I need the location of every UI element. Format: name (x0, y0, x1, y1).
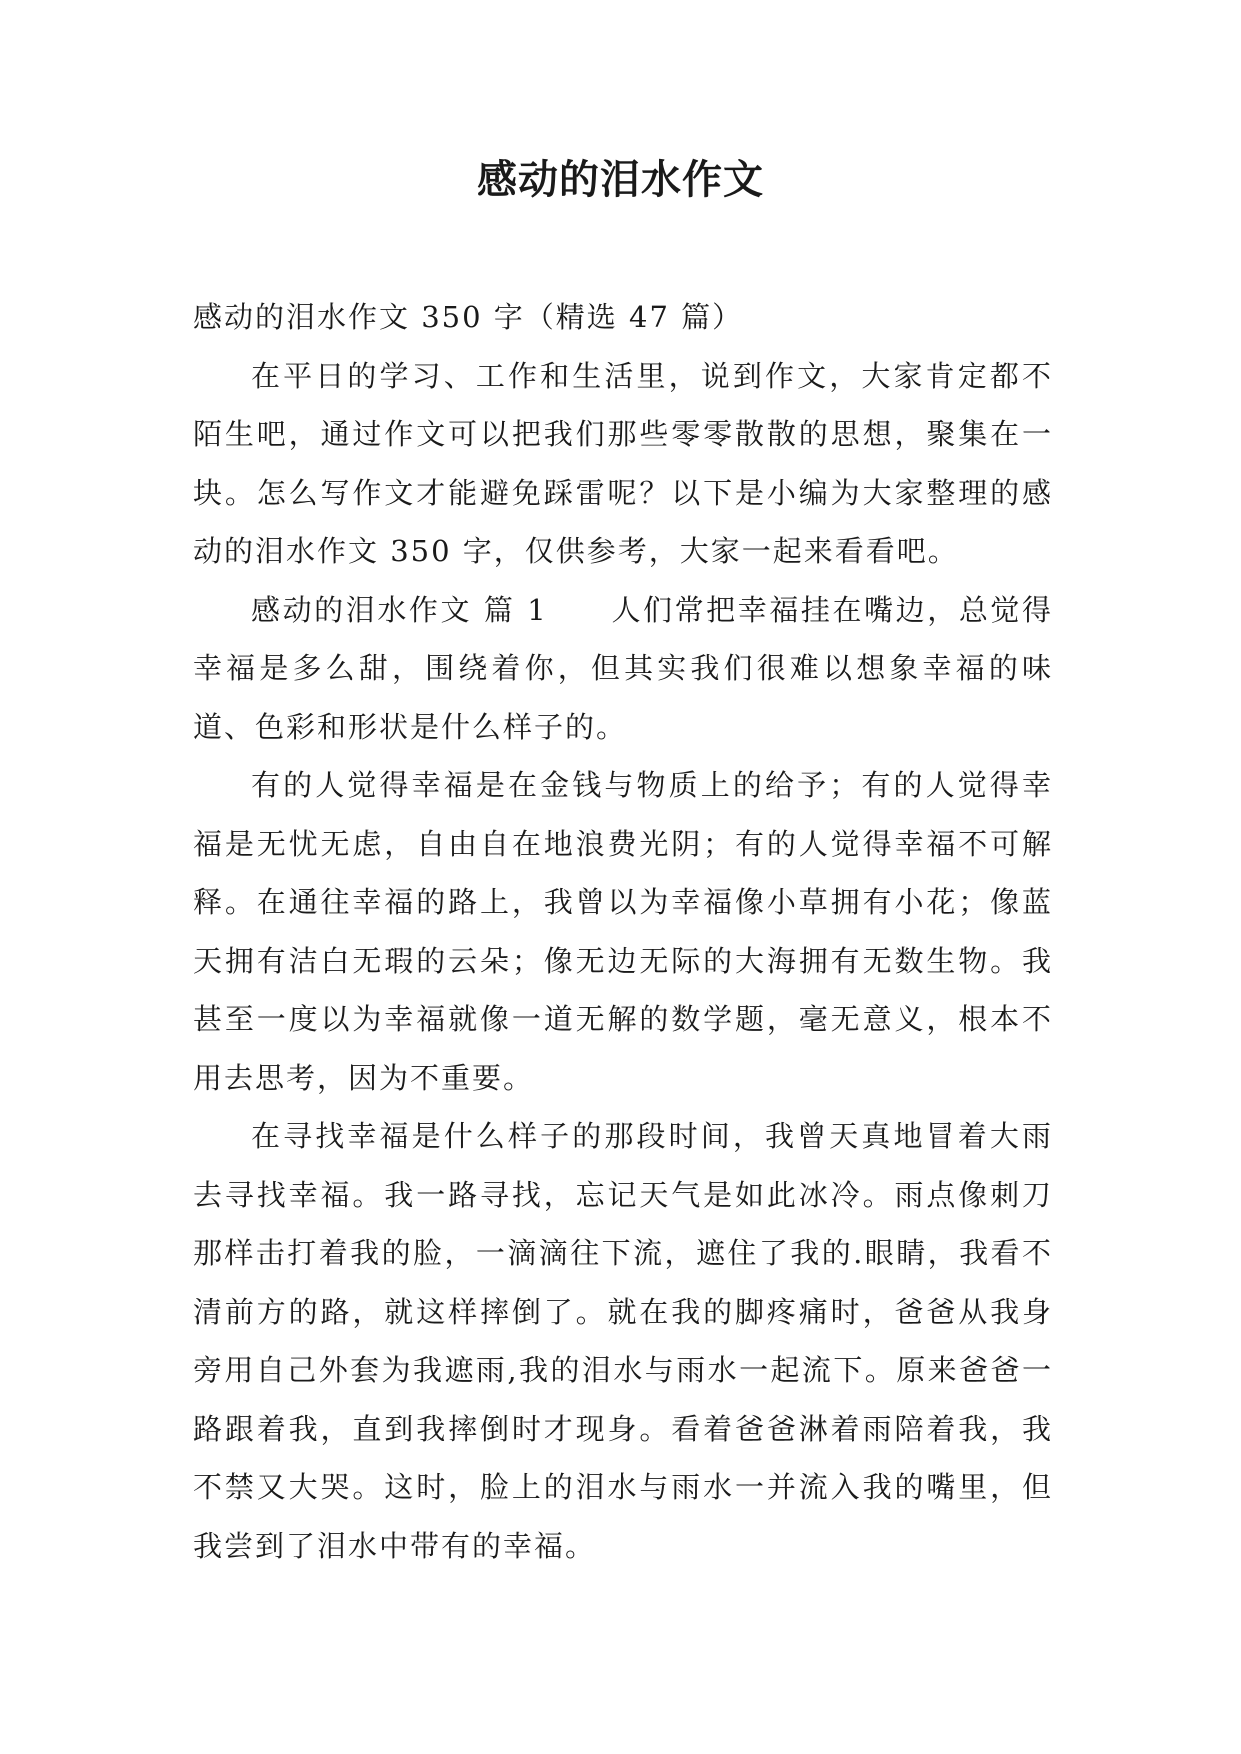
paragraph-essay-1-opening: 感动的泪水作文 篇 1 人们常把幸福挂在嘴边，总觉得幸福是多么甜，围绕着你，但其实我们很难以想象幸福的味道、色彩和形状是什么样子的。 (193, 592, 1053, 744)
document-body (193, 288, 1053, 1575)
document-subtitle: 感动的泪水作文 350 字（精选 47 篇） (193, 300, 744, 334)
paragraph-essay-1-rain: 在寻找幸福是什么样子的那段时间，我曾天真地冒着大雨去寻找幸福。我一路寻找，忘记天气是如此冰冷。雨点像刺刀那样击打着我的脸，一滴滴往下流，遮住了我的.眼睛，我看不清前方的路，就这样摔倒了。就在我的脚疼痛时，爸爸从我身旁用自己外套为我遮雨,我的泪水与雨水一起流下。原来爸爸一路跟着我，直到我摔倒时才现身。看着爸爸淋着雨陪着我，我不禁又大哭。这时，脸上的泪水与雨水一并流入我的嘴里，但我尝到了泪水中带有的幸福。 (193, 1119, 1053, 1563)
paragraph-intro: 在平日的学习、工作和生活里，说到作文，大家肯定都不陌生吧，通过作文可以把我们那些零零散散的思想，聚集在一块。怎么写作文才能避免踩雷呢？以下是小编为大家整理的感动的泪水作文 350 字，仅供参考，大家一起来看看吧。 (193, 358, 1053, 568)
paragraph-essay-1-views: 有的人觉得幸福是在金钱与物质上的给予；有的人觉得幸福是无忧无虑，自由自在地浪费光阴；有的人觉得幸福不可解释。在通往幸福的路上，我曾以为幸福像小草拥有小花；像蓝天拥有洁白无瑕的云朵；像无边无际的大海拥有无数生物。我甚至一度以为幸福就像一道无解的数学题，毫无意义，根本不用去思考，因为不重要。 (193, 768, 1053, 1095)
document-title: 感动的泪水作文 (477, 156, 764, 203)
